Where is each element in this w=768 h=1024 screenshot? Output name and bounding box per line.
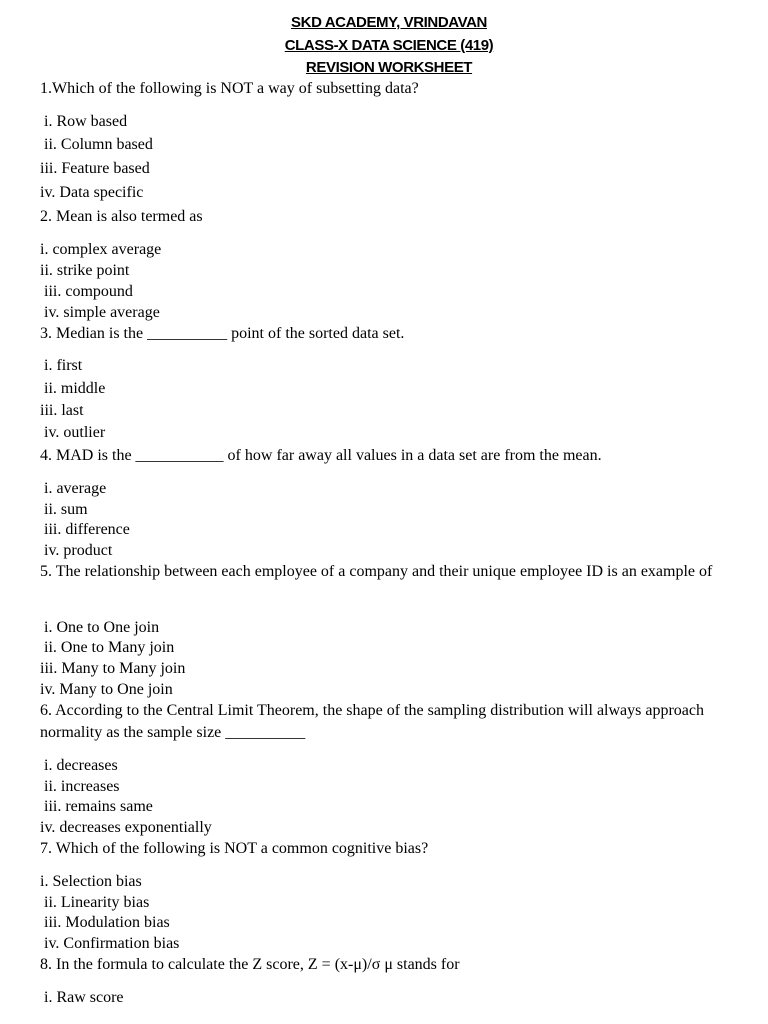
q4-option-3: iii. difference [44,521,130,538]
question-2: 2. Mean is also termed as [40,208,203,225]
q4-option-2: ii. sum [44,501,88,518]
class-subject: CLASS-X DATA SCIENCE (419) [284,37,494,54]
question-1: 1.Which of the following is NOT a way of subsetting data? [40,80,419,97]
q7-option-3: iii. Modulation bias [44,914,170,931]
q8-option-1: i. Raw score [44,989,124,1006]
q5-option-2: ii. One to Many join [44,639,175,656]
question-8: 8. In the formula to calculate the Z score, Z = (x-μ)/σ μ stands for [40,956,460,973]
question-6: 6. According to the Central Limit Theorem, the shape of the sampling distribution will always approach normality as the sample size __________ [40,702,704,741]
question-3: 3. Median is the __________ point of the sorted data set. [40,325,405,342]
q4-option-4: iv. product [44,542,113,559]
q4-option-1: i. average [44,480,107,497]
q3-option-4: iv. outlier [44,424,106,441]
q2-option-3: iii. compound [44,283,133,300]
q6-option-1: i. decreases [44,757,118,774]
q2-option-4: iv. simple average [44,304,160,321]
q1-option-4: iv. Data specific [40,184,144,201]
q3-option-1: i. first [44,357,83,374]
q1-option-1: i. Row based [44,113,128,130]
question-7: 7. Which of the following is NOT a common cognitive bias? [40,840,429,857]
q3-option-2: ii. middle [44,380,106,397]
q6-option-2: ii. increases [44,778,120,795]
q7-option-4: iv. Confirmation bias [44,935,180,952]
question-4: 4. MAD is the ___________ of how far away all values in a data set are from the mean. [40,447,602,464]
worksheet-title: REVISION WORKSHEET [305,59,473,76]
q5-option-3: iii. Many to Many join [40,660,186,677]
q7-option-1: i. Selection bias [40,873,142,890]
q2-option-2: ii. strike point [40,262,130,279]
q5-option-4: iv. Many to One join [40,681,173,698]
q7-option-2: ii. Linearity bias [44,894,150,911]
q2-option-1: i. complex average [40,241,162,258]
question-5: 5. The relationship between each employee of a company and their unique employee ID is an example of [40,563,713,580]
q6-option-4: iv. decreases exponentially [40,819,212,836]
q1-option-3: iii. Feature based [40,160,150,177]
school-name: SKD ACADEMY, VRINDAVAN [291,14,487,31]
q1-option-2: ii. Column based [44,136,153,153]
q6-option-3: iii. remains same [44,798,153,815]
q3-option-3: iii. last [40,402,84,419]
q5-option-1: i. One to One join [44,619,160,636]
